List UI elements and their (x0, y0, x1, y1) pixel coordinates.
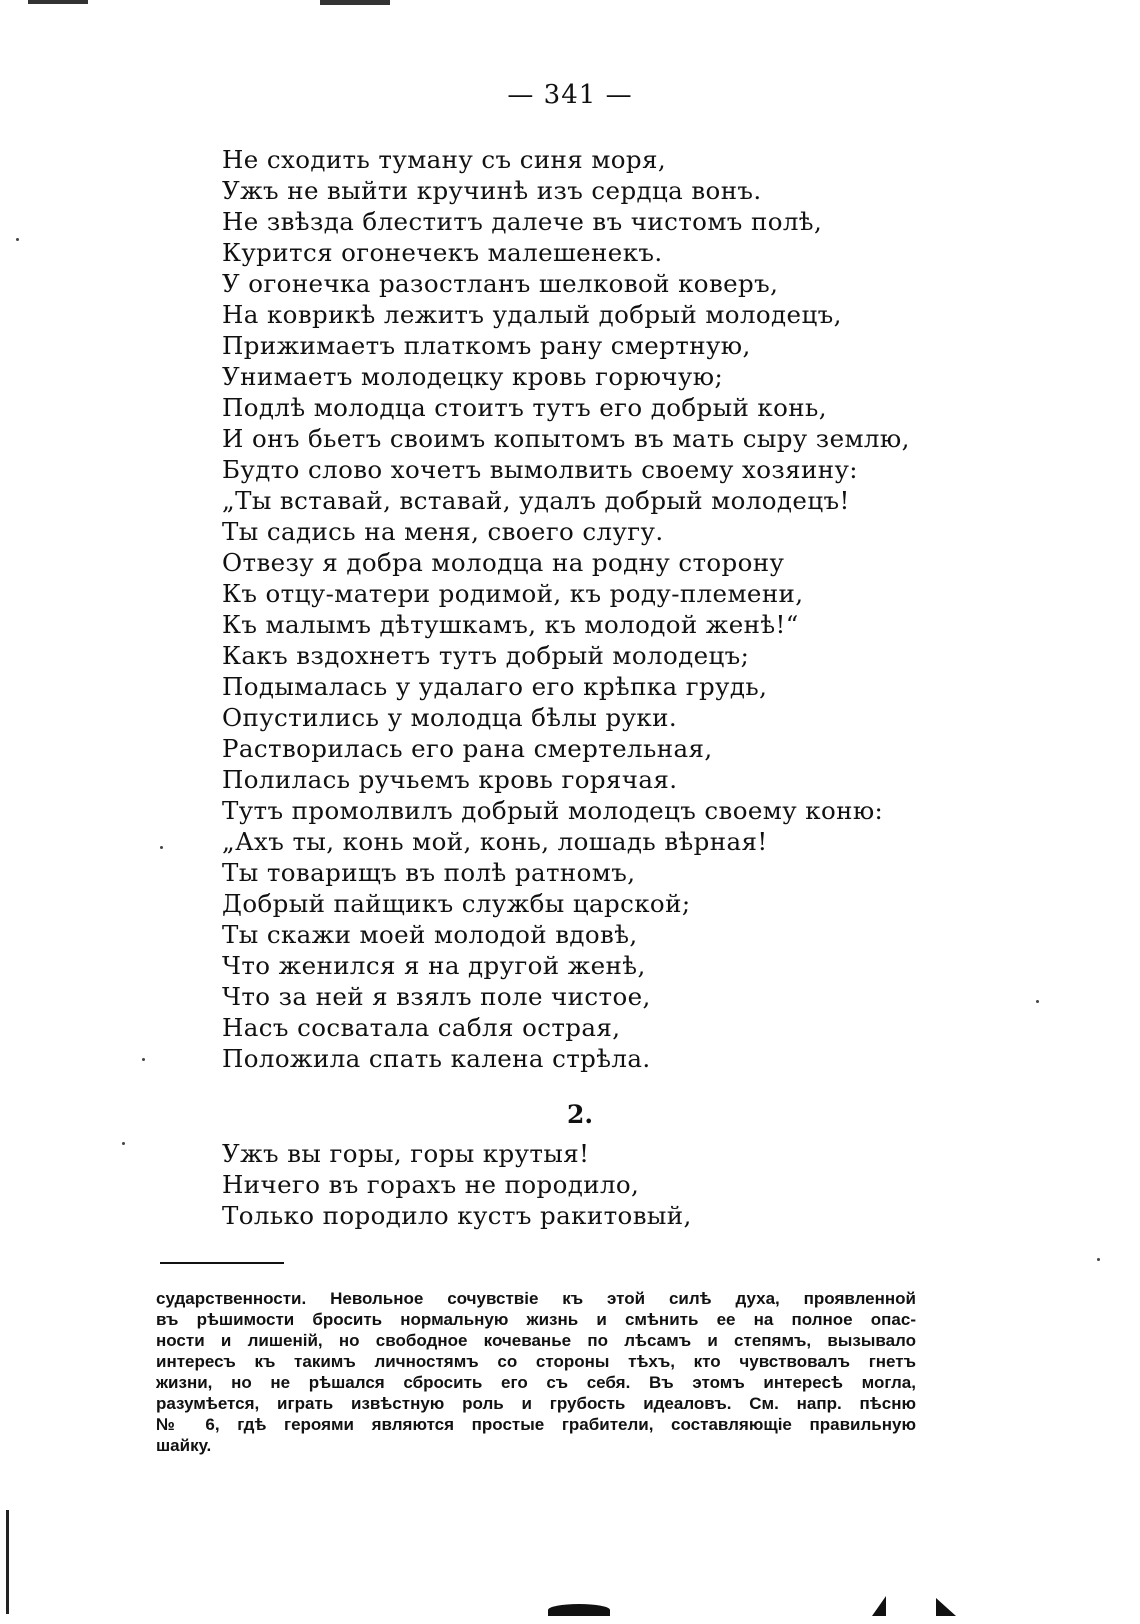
poem-line: Добрый пайщикъ службы царской; (222, 889, 691, 918)
poem-line: Только породило кустъ ракитовый, (222, 1201, 692, 1230)
poem-line: Будто слово хочетъ вымолвить своему хозяину: (222, 455, 858, 484)
poem-line: Ничего въ горахъ не породило, (222, 1170, 640, 1199)
poem-line: Насъ сосватала сабля острая, (222, 1013, 621, 1042)
scan-left-edge (6, 1510, 9, 1614)
scan-speck (142, 1058, 145, 1061)
smudge-mark (320, 0, 390, 5)
footnote-line: сударственности. Невольное сочувствіе къ этой силѣ духа, проявленной (156, 1289, 916, 1308)
poem-line: Ты товарищъ въ полѣ ратномъ, (222, 858, 636, 887)
poem-line: Подымалась у удалаго его крѣпка грудь, (222, 672, 768, 701)
poem-line: Ужъ не выйти кручинѣ изъ сердца вонъ. (222, 176, 762, 205)
poem-line: Подлѣ молодца стоитъ тутъ его добрый конь, (222, 393, 827, 422)
footnote-line: шайку. (156, 1436, 212, 1455)
poem-line: Унимаетъ молодецку кровь горючую; (222, 362, 724, 391)
poem-line: „Ахъ ты, конь мой, конь, лошадь вѣрная! (222, 827, 768, 856)
poem-line: Тутъ промолвилъ добрый молодецъ своему коню: (222, 796, 884, 825)
footnote-line: въ рѣшимости бросить нормальную жизнь и смѣнить ее на полное опас- (156, 1310, 916, 1329)
poem-line: Къ малымъ дѣтушкамъ, къ молодой женѣ!“ (222, 610, 799, 639)
poem-line: У огонечка разостланъ шелковой коверъ, (222, 269, 779, 298)
scan-blot (936, 1598, 956, 1616)
scan-blot (548, 1604, 610, 1616)
poem-line: На коврикѣ лежитъ удалый добрый молодецъ, (222, 300, 842, 329)
poem-line: Не звѣзда блеститъ далече въ чистомъ полѣ, (222, 207, 823, 236)
poem-line: „Ты вставай, вставай, удалъ добрый молодецъ! (222, 486, 850, 515)
poem-line: Отвезу я добра молодца на родну сторону (222, 548, 785, 577)
smudge-mark (28, 0, 88, 4)
section-number: 2. (566, 1100, 594, 1129)
poem-line: Опустились у молодца бѣлы руки. (222, 703, 678, 732)
poem-line: Ужъ вы горы, горы крутыя! (222, 1139, 590, 1168)
scan-speck (122, 1142, 125, 1145)
poem-line: Что женился я на другой женѣ, (222, 951, 646, 980)
poem-line: Что за ней я взялъ поле чистое, (222, 982, 651, 1011)
scan-blot (872, 1596, 886, 1616)
poem-line: И онъ бьетъ своимъ копытомъ въ мать сыру землю, (222, 424, 910, 453)
scan-speck (16, 238, 19, 241)
poem-line: Прижимаетъ платкомъ рану смертную, (222, 331, 751, 360)
poem-line: Какъ вздохнетъ тутъ добрый молодецъ; (222, 641, 750, 670)
top-edge-smudge (0, 0, 1140, 8)
scan-speck (1036, 1000, 1039, 1003)
footnote-line: интересъ къ такимъ личностямъ со стороны тѣхъ, кто чувствовалъ гнетъ (156, 1352, 916, 1371)
scan-speck (160, 846, 163, 849)
footnote-line: ности и лишеній, но свободное кочеванье по лѣсамъ и степямъ, вызывало (156, 1331, 916, 1350)
poem-2 (222, 1138, 942, 1231)
page-number: — 341 — (507, 80, 633, 110)
poem-line: Къ отцу-матери родимой, къ роду-племени, (222, 579, 804, 608)
footnote-line: разумѣется, играть извѣстную роль и грубость идеаловъ. См. напр. пѣсню (156, 1394, 916, 1413)
footnote-line: № 6, гдѣ героями являются простые грабители, составляющіе правильную (156, 1415, 916, 1434)
scan-speck (1097, 1258, 1100, 1261)
footnote (156, 1288, 916, 1456)
poem-line: Растворилась его рана смертельная, (222, 734, 713, 763)
poem-line: Не сходить туману съ синя моря, (222, 145, 667, 174)
footnote-divider (160, 1262, 284, 1264)
poem-line: Ты скажи моей молодой вдовѣ, (222, 920, 638, 949)
poem-line: Положила спать калена стрѣла. (222, 1044, 651, 1073)
poem-1 (222, 144, 942, 1074)
footnote-line: жизни, но не рѣшался сбросить его съ себя. Въ этомъ интересѣ могла, (156, 1373, 916, 1392)
poem-line: Курится огонечекъ малешенекъ. (222, 238, 663, 267)
poem-line: Ты садись на меня, своего слугу. (222, 517, 664, 546)
poem-line: Полилась ручьемъ кровь горячая. (222, 765, 678, 794)
